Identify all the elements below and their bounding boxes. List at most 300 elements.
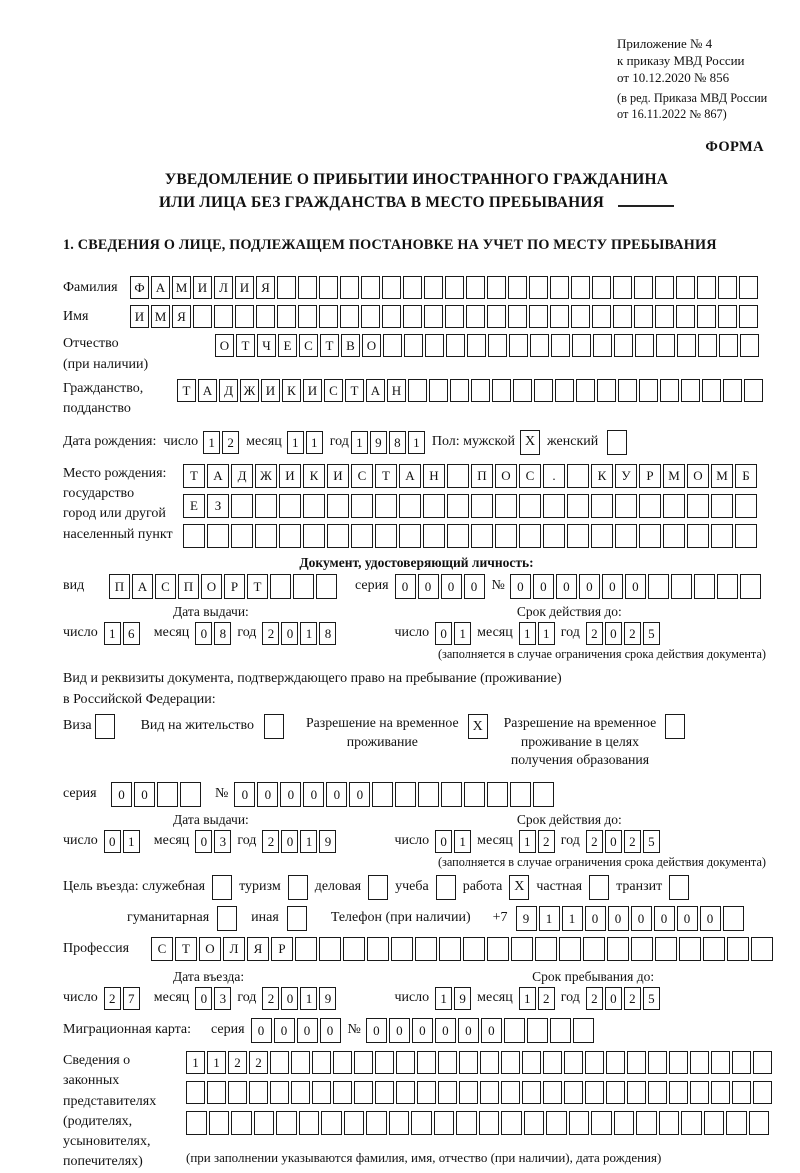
char-cell[interactable] [655, 305, 674, 328]
char-cell[interactable]: 0 [111, 782, 132, 807]
char-cell[interactable] [711, 524, 733, 548]
permit-valid-month-cells[interactable] [519, 830, 555, 853]
char-cell[interactable] [740, 334, 759, 357]
char-cell[interactable]: 0 [251, 1018, 272, 1043]
char-cell[interactable]: 1 [306, 431, 323, 454]
char-cell[interactable]: 0 [195, 987, 212, 1010]
char-cell[interactable]: 0 [441, 574, 462, 599]
char-cell[interactable]: 9 [454, 987, 471, 1010]
char-cell[interactable]: 1 [538, 622, 555, 645]
char-cell[interactable] [634, 276, 653, 299]
char-cell[interactable] [618, 379, 637, 402]
char-cell[interactable] [209, 1111, 230, 1135]
sex-male-checkbox[interactable] [520, 430, 540, 455]
char-cell[interactable] [627, 1081, 646, 1104]
char-cell[interactable] [534, 379, 553, 402]
char-cell[interactable]: 6 [123, 622, 140, 645]
char-cell[interactable] [231, 1111, 252, 1135]
char-cell[interactable]: Н [423, 464, 445, 488]
char-cell[interactable]: А [366, 379, 385, 402]
char-cell[interactable] [659, 1111, 680, 1135]
char-cell[interactable] [559, 937, 581, 961]
permit-number-cells[interactable] [234, 782, 554, 807]
char-cell[interactable] [530, 334, 549, 357]
char-cell[interactable]: 0 [481, 1018, 502, 1043]
char-cell[interactable] [351, 494, 373, 518]
char-cell[interactable] [492, 379, 511, 402]
char-cell[interactable] [597, 379, 616, 402]
char-cell[interactable] [231, 494, 253, 518]
char-cell[interactable]: Л [214, 276, 233, 299]
char-cell[interactable] [333, 1051, 352, 1074]
char-cell[interactable]: 1 [435, 987, 452, 1010]
char-cell[interactable]: М [663, 464, 685, 488]
doc-issue-month-cells[interactable] [195, 622, 231, 645]
char-cell[interactable]: 1 [519, 987, 536, 1010]
char-cell[interactable] [270, 1081, 289, 1104]
char-cell[interactable] [396, 1051, 415, 1074]
char-cell[interactable] [585, 1081, 604, 1104]
char-cell[interactable] [445, 305, 464, 328]
permit-issue-day-cells[interactable] [104, 830, 140, 853]
char-cell[interactable] [614, 334, 633, 357]
char-cell[interactable] [471, 524, 493, 548]
purpose-humanitarian-checkbox[interactable] [217, 906, 237, 931]
char-cell[interactable]: 0 [326, 782, 347, 807]
char-cell[interactable] [613, 276, 632, 299]
char-cell[interactable]: Д [231, 464, 253, 488]
temp-permit-checkbox[interactable] [468, 714, 488, 739]
char-cell[interactable]: З [207, 494, 229, 518]
char-cell[interactable] [567, 494, 589, 518]
char-cell[interactable]: И [235, 276, 254, 299]
purpose-other-checkbox[interactable] [287, 906, 307, 931]
char-cell[interactable]: В [341, 334, 360, 357]
char-cell[interactable] [592, 276, 611, 299]
char-cell[interactable] [551, 334, 570, 357]
doc-series-cells[interactable] [395, 574, 485, 599]
char-cell[interactable]: X [468, 714, 488, 739]
char-cell[interactable] [424, 276, 443, 299]
char-cell[interactable]: Б [735, 464, 757, 488]
char-cell[interactable]: 0 [104, 830, 121, 853]
char-cell[interactable] [264, 714, 284, 739]
char-cell[interactable]: О [199, 937, 221, 961]
char-cell[interactable]: 0 [605, 987, 622, 1010]
char-cell[interactable]: О [687, 464, 709, 488]
char-cell[interactable] [508, 276, 527, 299]
char-cell[interactable] [592, 305, 611, 328]
migration-number-cells[interactable] [366, 1018, 594, 1043]
char-cell[interactable] [703, 937, 725, 961]
char-cell[interactable]: 0 [608, 906, 629, 931]
char-cell[interactable] [573, 1018, 594, 1043]
char-cell[interactable] [434, 1111, 455, 1135]
char-cell[interactable]: А [132, 574, 153, 599]
char-cell[interactable] [543, 1051, 562, 1074]
char-cell[interactable] [508, 305, 527, 328]
char-cell[interactable]: 1 [454, 622, 471, 645]
char-cell[interactable] [464, 782, 485, 807]
char-cell[interactable]: 2 [624, 830, 641, 853]
purpose-transit-checkbox[interactable] [669, 875, 689, 900]
char-cell[interactable] [739, 276, 758, 299]
char-cell[interactable]: Т [375, 464, 397, 488]
citizenship-cells[interactable] [177, 379, 763, 402]
char-cell[interactable] [524, 1111, 545, 1135]
char-cell[interactable]: 0 [395, 574, 416, 599]
char-cell[interactable] [277, 305, 296, 328]
char-cell[interactable] [207, 524, 229, 548]
char-cell[interactable]: X [509, 875, 529, 900]
char-cell[interactable] [354, 1081, 373, 1104]
char-cell[interactable] [319, 276, 338, 299]
char-cell[interactable] [316, 574, 337, 599]
char-cell[interactable] [567, 524, 589, 548]
char-cell[interactable] [459, 1051, 478, 1074]
char-cell[interactable] [487, 782, 508, 807]
char-cell[interactable] [527, 1018, 548, 1043]
char-cell[interactable]: 0 [585, 906, 606, 931]
char-cell[interactable]: И [261, 379, 280, 402]
char-cell[interactable] [375, 524, 397, 548]
char-cell[interactable] [249, 1081, 268, 1104]
char-cell[interactable] [327, 494, 349, 518]
char-cell[interactable] [655, 937, 677, 961]
char-cell[interactable]: 8 [214, 622, 231, 645]
char-cell[interactable] [459, 1081, 478, 1104]
char-cell[interactable] [408, 379, 427, 402]
char-cell[interactable] [513, 379, 532, 402]
char-cell[interactable] [291, 1081, 310, 1104]
char-cell[interactable] [591, 494, 613, 518]
char-cell[interactable]: 1 [454, 830, 471, 853]
doc-valid-day-cells[interactable] [435, 622, 471, 645]
patronymic-cells[interactable] [215, 334, 759, 357]
char-cell[interactable] [193, 305, 212, 328]
char-cell[interactable]: 7 [123, 987, 140, 1010]
char-cell[interactable]: П [109, 574, 130, 599]
char-cell[interactable] [480, 1051, 499, 1074]
char-cell[interactable] [366, 1111, 387, 1135]
char-cell[interactable] [471, 379, 490, 402]
char-cell[interactable]: И [279, 464, 301, 488]
char-cell[interactable] [312, 1081, 331, 1104]
char-cell[interactable] [217, 906, 237, 931]
char-cell[interactable] [615, 494, 637, 518]
char-cell[interactable] [583, 937, 605, 961]
char-cell[interactable]: 9 [370, 431, 387, 454]
char-cell[interactable]: А [151, 276, 170, 299]
char-cell[interactable]: 1 [203, 431, 220, 454]
char-cell[interactable]: 2 [538, 830, 555, 853]
char-cell[interactable] [509, 334, 528, 357]
purpose-private-checkbox[interactable] [589, 875, 609, 900]
char-cell[interactable]: 0 [418, 574, 439, 599]
char-cell[interactable]: С [519, 464, 541, 488]
char-cell[interactable] [522, 1081, 541, 1104]
char-cell[interactable]: 0 [458, 1018, 479, 1043]
name-cells[interactable] [130, 305, 758, 328]
char-cell[interactable] [303, 524, 325, 548]
char-cell[interactable] [446, 334, 465, 357]
char-cell[interactable] [665, 714, 685, 739]
char-cell[interactable] [487, 937, 509, 961]
char-cell[interactable] [711, 494, 733, 518]
char-cell[interactable] [723, 379, 742, 402]
char-cell[interactable]: И [303, 379, 322, 402]
char-cell[interactable] [295, 937, 317, 961]
char-cell[interactable]: Ж [240, 379, 259, 402]
char-cell[interactable] [231, 524, 253, 548]
char-cell[interactable] [669, 1051, 688, 1074]
char-cell[interactable]: Е [278, 334, 297, 357]
char-cell[interactable]: Т [345, 379, 364, 402]
doc-issue-year-cells[interactable] [262, 622, 336, 645]
purpose-official-checkbox[interactable] [212, 875, 232, 900]
char-cell[interactable]: 0 [274, 1018, 295, 1043]
permit-valid-day-cells[interactable] [435, 830, 471, 853]
char-cell[interactable] [648, 1081, 667, 1104]
char-cell[interactable] [256, 305, 275, 328]
char-cell[interactable]: Р [271, 937, 293, 961]
char-cell[interactable] [663, 524, 685, 548]
char-cell[interactable] [361, 276, 380, 299]
char-cell[interactable] [687, 494, 709, 518]
birth-month-cells[interactable] [287, 431, 323, 454]
char-cell[interactable] [639, 494, 661, 518]
char-cell[interactable] [677, 334, 696, 357]
char-cell[interactable] [735, 524, 757, 548]
char-cell[interactable]: 2 [222, 431, 239, 454]
char-cell[interactable] [694, 574, 715, 599]
char-cell[interactable] [671, 574, 692, 599]
char-cell[interactable] [732, 1051, 751, 1074]
char-cell[interactable] [656, 334, 675, 357]
char-cell[interactable] [593, 334, 612, 357]
char-cell[interactable] [417, 1081, 436, 1104]
char-cell[interactable]: 0 [654, 906, 675, 931]
char-cell[interactable] [606, 1081, 625, 1104]
residence-permit-checkbox[interactable] [264, 714, 284, 739]
char-cell[interactable]: 1 [300, 830, 317, 853]
profession-cells[interactable] [151, 937, 773, 961]
char-cell[interactable] [255, 524, 277, 548]
purpose-work-checkbox[interactable] [509, 875, 529, 900]
char-cell[interactable] [607, 937, 629, 961]
char-cell[interactable] [340, 276, 359, 299]
char-cell[interactable] [466, 305, 485, 328]
char-cell[interactable] [228, 1081, 247, 1104]
char-cell[interactable] [372, 782, 393, 807]
char-cell[interactable] [389, 1111, 410, 1135]
char-cell[interactable]: 0 [281, 622, 298, 645]
char-cell[interactable]: 8 [389, 431, 406, 454]
char-cell[interactable]: 2 [538, 987, 555, 1010]
char-cell[interactable]: О [215, 334, 234, 357]
char-cell[interactable]: Р [639, 464, 661, 488]
char-cell[interactable]: 1 [123, 830, 140, 853]
char-cell[interactable] [690, 1051, 709, 1074]
char-cell[interactable]: С [324, 379, 343, 402]
char-cell[interactable] [572, 334, 591, 357]
doc-valid-month-cells[interactable] [519, 622, 555, 645]
char-cell[interactable] [293, 574, 314, 599]
char-cell[interactable]: 1 [519, 830, 536, 853]
char-cell[interactable]: С [299, 334, 318, 357]
char-cell[interactable] [429, 379, 448, 402]
char-cell[interactable] [447, 494, 469, 518]
char-cell[interactable]: Р [224, 574, 245, 599]
char-cell[interactable]: Л [223, 937, 245, 961]
char-cell[interactable] [277, 276, 296, 299]
sex-female-checkbox[interactable] [607, 430, 627, 455]
char-cell[interactable]: И [193, 276, 212, 299]
doc-valid-year-cells[interactable] [586, 622, 660, 645]
char-cell[interactable]: 3 [214, 830, 231, 853]
char-cell[interactable]: 2 [586, 987, 603, 1010]
char-cell[interactable] [411, 1111, 432, 1135]
char-cell[interactable] [340, 305, 359, 328]
char-cell[interactable]: Я [247, 937, 269, 961]
char-cell[interactable] [627, 1051, 646, 1074]
char-cell[interactable]: 1 [562, 906, 583, 931]
char-cell[interactable]: 1 [539, 906, 560, 931]
char-cell[interactable] [504, 1018, 525, 1043]
char-cell[interactable]: . [543, 464, 565, 488]
char-cell[interactable]: 0 [195, 622, 212, 645]
char-cell[interactable] [751, 937, 773, 961]
char-cell[interactable] [718, 276, 737, 299]
char-cell[interactable] [327, 524, 349, 548]
char-cell[interactable] [438, 1051, 457, 1074]
char-cell[interactable]: О [201, 574, 222, 599]
char-cell[interactable]: К [303, 464, 325, 488]
phone-cells[interactable] [516, 906, 744, 931]
permit-series-cells[interactable] [111, 782, 201, 807]
char-cell[interactable] [749, 1111, 770, 1135]
char-cell[interactable] [522, 1051, 541, 1074]
char-cell[interactable] [382, 276, 401, 299]
char-cell[interactable] [423, 494, 445, 518]
birthplace-cells-row2[interactable] [183, 494, 757, 518]
char-cell[interactable] [403, 276, 422, 299]
char-cell[interactable] [180, 782, 201, 807]
purpose-tourism-checkbox[interactable] [288, 875, 308, 900]
char-cell[interactable] [447, 524, 469, 548]
char-cell[interactable]: П [471, 464, 493, 488]
char-cell[interactable]: А [207, 464, 229, 488]
char-cell[interactable]: 1 [408, 431, 425, 454]
char-cell[interactable]: Т [320, 334, 339, 357]
char-cell[interactable] [395, 782, 416, 807]
char-cell[interactable]: С [351, 464, 373, 488]
char-cell[interactable]: 0 [349, 782, 370, 807]
char-cell[interactable] [425, 334, 444, 357]
char-cell[interactable] [727, 937, 749, 961]
char-cell[interactable] [735, 494, 757, 518]
char-cell[interactable] [529, 305, 548, 328]
char-cell[interactable] [719, 334, 738, 357]
char-cell[interactable] [676, 276, 695, 299]
char-cell[interactable] [543, 524, 565, 548]
migration-series-cells[interactable] [251, 1018, 341, 1043]
char-cell[interactable] [463, 937, 485, 961]
char-cell[interactable]: 0 [602, 574, 623, 599]
entry-month-cells[interactable] [195, 987, 231, 1010]
representatives-cells-row2[interactable] [186, 1081, 772, 1104]
char-cell[interactable]: 0 [280, 782, 301, 807]
char-cell[interactable]: 0 [579, 574, 600, 599]
char-cell[interactable] [591, 1111, 612, 1135]
char-cell[interactable] [361, 305, 380, 328]
char-cell[interactable]: 0 [297, 1018, 318, 1043]
char-cell[interactable] [298, 305, 317, 328]
char-cell[interactable]: Т [175, 937, 197, 961]
char-cell[interactable] [212, 875, 232, 900]
char-cell[interactable] [589, 875, 609, 900]
char-cell[interactable]: X [520, 430, 540, 455]
char-cell[interactable] [495, 494, 517, 518]
surname-cells[interactable] [130, 276, 758, 299]
char-cell[interactable]: 0 [435, 1018, 456, 1043]
birth-day-cells[interactable] [203, 431, 239, 454]
char-cell[interactable] [726, 1111, 747, 1135]
char-cell[interactable]: У [615, 464, 637, 488]
permit-issue-month-cells[interactable] [195, 830, 231, 853]
char-cell[interactable] [436, 875, 456, 900]
char-cell[interactable] [495, 524, 517, 548]
char-cell[interactable]: М [151, 305, 170, 328]
doc-number-cells[interactable] [510, 574, 761, 599]
char-cell[interactable] [291, 1051, 310, 1074]
char-cell[interactable] [555, 379, 574, 402]
char-cell[interactable]: Я [256, 276, 275, 299]
char-cell[interactable] [564, 1081, 583, 1104]
char-cell[interactable] [639, 379, 658, 402]
char-cell[interactable]: 0 [605, 830, 622, 853]
char-cell[interactable] [606, 1051, 625, 1074]
char-cell[interactable] [753, 1051, 772, 1074]
char-cell[interactable]: 9 [516, 906, 537, 931]
char-cell[interactable] [417, 1051, 436, 1074]
char-cell[interactable] [702, 379, 721, 402]
char-cell[interactable]: П [178, 574, 199, 599]
char-cell[interactable]: 2 [228, 1051, 247, 1074]
char-cell[interactable] [740, 574, 761, 599]
char-cell[interactable] [438, 1081, 457, 1104]
char-cell[interactable]: 0 [605, 622, 622, 645]
char-cell[interactable]: 1 [287, 431, 304, 454]
char-cell[interactable]: 0 [281, 830, 298, 853]
char-cell[interactable]: Т [247, 574, 268, 599]
char-cell[interactable] [254, 1111, 275, 1135]
char-cell[interactable] [510, 782, 531, 807]
char-cell[interactable] [488, 334, 507, 357]
char-cell[interactable] [186, 1111, 207, 1135]
entry-day-cells[interactable] [104, 987, 140, 1010]
char-cell[interactable]: 0 [412, 1018, 433, 1043]
char-cell[interactable] [501, 1051, 520, 1074]
char-cell[interactable]: М [172, 276, 191, 299]
char-cell[interactable] [403, 305, 422, 328]
permit-issue-year-cells[interactable] [262, 830, 336, 853]
char-cell[interactable]: 0 [677, 906, 698, 931]
char-cell[interactable] [367, 937, 389, 961]
char-cell[interactable]: И [327, 464, 349, 488]
char-cell[interactable]: 0 [464, 574, 485, 599]
char-cell[interactable]: 1 [104, 622, 121, 645]
